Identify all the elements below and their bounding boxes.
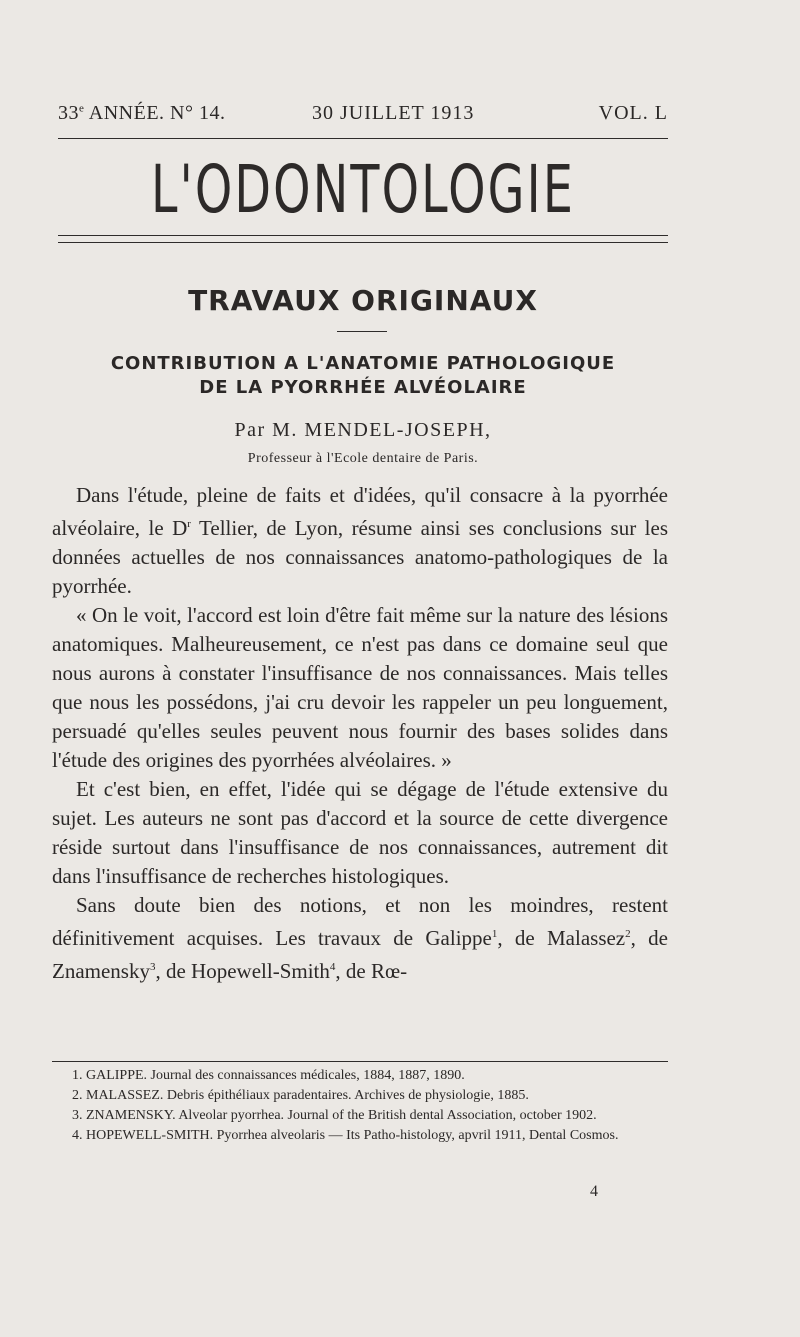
section-title: TRAVAUX ORIGINAUX [188,284,538,317]
footnotes [52,1066,668,1146]
footnote-ref-2[interactable]: 2 [625,928,631,940]
article-title [58,352,668,400]
footnote-ref-4[interactable]: 4 [329,961,336,973]
footnote-2: 2. MALASSEZ. Debris épithéliaux paradentaires. Archives de physiologie, 1885. [72,1088,529,1103]
running-header [58,102,668,132]
article-title-line-2: DE LA PYORRHÉE ALVÉOLAIRE [199,377,527,398]
issue-date: 30 JUILLET 1913 [312,102,475,124]
footnote-3: 3. ZNAMENSKY. Alveolar pyorrhea. Journal of the British dental Association, october 1902. [72,1108,597,1123]
section-rule [337,331,387,332]
issue-info: 33e ANNÉE. N° 14. [58,102,226,124]
paragraph-1: Dans l'étude, pleine de faits et d'idées, qu'il consacre à la pyorrhée alvéolaire, le $D^r$ Tellier, de Lyon, résume ainsi ses conclusions sur les données actuelles de nos connaissances anatomo-pathologiques de la pyorrhée. [52,483,668,598]
journal-title: L'ODONTOLOGIE [150,151,576,228]
footnote-4: 4. HOPEWELL-SMITH. Pyorrhea alveolaris — Its Patho-histology, apvril 1911, Dental Cosmos. [72,1128,619,1143]
article-body [52,481,668,986]
volume-label: VOL. L [598,102,668,124]
paragraph-2-quote: « On le voit, l'accord est loin d'être fait même sur la nature des lésions anatomiques. Malheureusement, ce n'est pas dans ce domaine seul que nous aurons à constater l'insuffisance de nos connaissances. Mais telles que nous les possédons, j'ai cru devoir les rappeler un peu longuement, persuadé qu'elles seules peuvent nous fournir des bases solides dans l'étude des origines des pyorrhées alvéolaires. » [52,603,668,772]
paragraph-3: Et c'est bien, en effet, l'idée qui se dégage de l'étude extensive du sujet. Les auteurs ne sont pas d'accord et la source de cette divergence réside surtout dans l'insuffisance de nos connaissances, autrement dit dans l'insuffisance de recherches histologiques. [52,777,668,888]
article-title-line-1: CONTRIBUTION A L'ANATOMIE PATHOLOGIQUE [110,353,616,374]
footnote-ref-3[interactable]: 3 [149,961,156,973]
footnote-ref-1[interactable]: 1 [491,928,498,940]
paragraph-4: Sans doute bien des notions, et non les moindres, restent définitivement acquises. Les travaux de Galippe$^1$, de Malassez$^2$, de Znamensky$^3$, de Hopewell-Smith$^4$, de Rœ- [52,893,668,983]
author-byline: Par M. MENDEL-JOSEPH, [234,419,492,441]
title-double-rule [58,235,668,243]
page-number: 4 [590,1183,598,1200]
footnote-1: 1. GALIPPE. Journal des connaissances médicales, 1884, 1887, 1890. [72,1068,465,1083]
author-affiliation: Professeur à l'Ecole dentaire de Paris. [247,451,479,466]
header-rule [58,138,668,139]
footnote-rule [52,1061,668,1062]
